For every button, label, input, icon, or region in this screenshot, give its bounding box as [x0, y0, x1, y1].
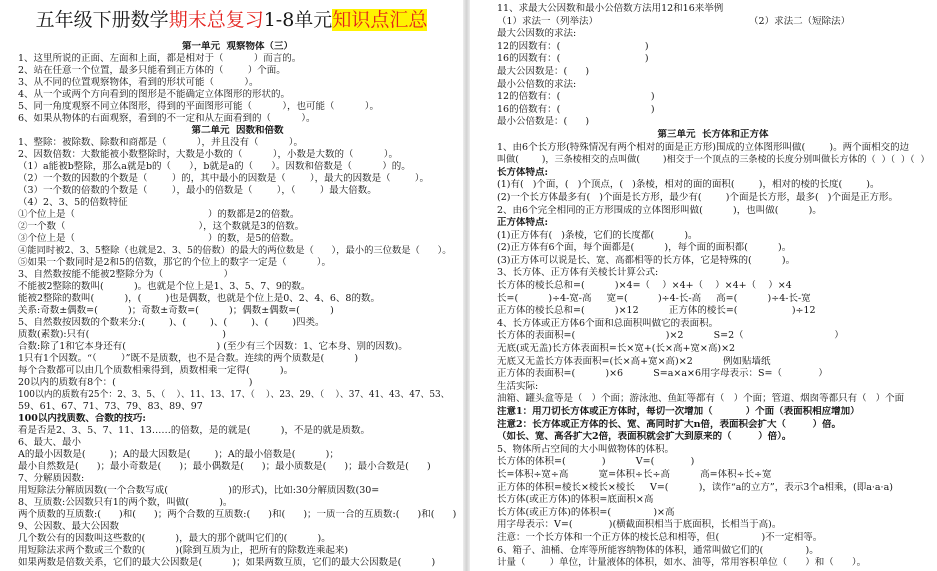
text-line: 20以内的质数有8个：( )	[18, 377, 253, 388]
text-line: （1）a能被b整除，那么a就是b的（ ），b就是a的（ ）。因数和倍数是（ ）的。	[18, 161, 411, 172]
page-left	[0, 0, 463, 571]
text-line: 1、整除：被除数、除数和商都是（ ），并且没有（ ）。	[18, 137, 303, 148]
text-line: (3)正方体可以说是长、宽、高都相等的长方体，它是特殊的( )。	[497, 254, 796, 266]
text-line: 两个质数的互质数:( )和( )；两个合数的互质数:( )和( )；一质一合的互质数:( )和( )	[18, 509, 457, 520]
text-line: 看是否是2、3、5、7、11、13……的倍数，是的就是( )，不是的就是质数。	[18, 425, 370, 436]
document-title	[0, 6, 463, 41]
text-line: 5、物体所占空间的大小叫做物体的体积。	[497, 443, 675, 455]
text-line: （4）2、3、5的倍数特征	[18, 197, 128, 208]
title-segment: 1-8单元	[263, 9, 333, 31]
text-line: (2)一个长方体最多有( )个面是长方形，最少有( )个面是长方形，最多( )个面是正方形。	[497, 191, 898, 203]
text-line: 正方体的体积=棱长×棱长×棱长 V=( )，读作“a的立方”，表示3个a相乘，(即a·a·a)	[497, 481, 893, 493]
title-segment: 知识点汇总	[332, 9, 428, 31]
text-line: 长方体的表面积=( )×2 S=2（ ）	[497, 330, 844, 342]
text-line: 6、最大、最小	[18, 437, 82, 448]
text-line: 关系:奇数±偶数=( )；奇数±奇数=( )；偶数±偶数=( )	[18, 305, 334, 316]
text-line: 叫做( )，三条棱相交的点叫做( )相交于一个顶点的三条棱的长度分别叫做长方体的（ ）（ ）（ ）	[497, 155, 929, 166]
text-line: 长方体(或正方体)的体积=底面积×高	[497, 494, 654, 506]
text-line: ①个位上是（ ）的数都是2的倍数。	[18, 209, 300, 220]
text-line: 最小公倍数是：( )	[497, 116, 590, 128]
text-line: 9、公因数、最大公因数	[18, 521, 120, 532]
page-right	[470, 0, 937, 571]
page-divider	[463, 0, 470, 571]
text-line: 无底又无盖长方体表面积=(长×高+宽×高)×2 例如贴墙纸	[497, 355, 771, 367]
text-line: 5、自然数按因数的个数来分:( )、( )、( )、( )四类。	[18, 317, 325, 328]
text-line: 3、从不同的位置观察物体，看到的形状可能（ ）。	[18, 77, 259, 88]
text-line: 6、如果从物体的右面观察，看到的不一定和从左面看到的（ ）。	[18, 113, 316, 124]
text-line: 正方体的表面积=( )×6 S=a×a×6用字母表示：S=（ ）	[497, 368, 828, 380]
page-right-content	[470, 0, 937, 570]
text-line: 2、由6个完全相同的正方形围成的立体图形叫做( )，也叫做( )。	[497, 204, 822, 216]
text-line: 7、分解质因数:	[18, 473, 85, 484]
text-line: ③个位上是（ ）的数，是5的倍数。	[18, 233, 300, 244]
text-line: 1只有1个因数。“（ ）”既不是质数，也不是合数。连续的两个质数是( )	[18, 353, 359, 364]
text-line: 能被2整除的数叫( )，( )也是偶数，也就是个位上是0、2、4、6、8的数。	[18, 293, 380, 304]
text-line: 最大公因数是：( )	[497, 65, 590, 77]
emphasis-line: 注意1：用刀切长方体或正方体时，每切一次增加（ ）个面（表面积相应增加）	[497, 406, 860, 417]
text-line: （3）一个数的倍数的个数是（ ），最小的倍数是（ ），（ ）最大倍数。	[18, 185, 377, 196]
text-line: 长=( )÷4-宽-高 宽=( )÷4-长-高 高=( )÷4-长-宽	[497, 292, 811, 304]
text-line: 正方体的棱长总和=( )×12 正方体的棱长=( )÷12	[497, 305, 816, 317]
text-line: （1）求法一（列举法） （2）求法二（短除法）	[497, 15, 851, 27]
text-line: 16的因数有：( )	[497, 53, 649, 65]
text-line: 12的因数有：( )	[497, 40, 649, 52]
emphasis-line: 正方体特点:	[497, 217, 549, 229]
text-line: 最小自然数是( )；最小奇数是( )；最小偶数是( )；最小质数是( )；最小合数是( )	[18, 461, 431, 472]
section-heading: 第一单元 观察物体（三）	[181, 41, 294, 52]
text-line: 100以内的质数有25个：2、3、5、（ ）、11、13、17、（ ）、23、29、（ ）、37、41、43、47、53、	[18, 390, 450, 400]
text-line: 油箱、罐头盒等是（ ）个面；游泳池、鱼缸等都有（ ）个面；管道、烟囱等都只有（ ）个面	[497, 393, 905, 405]
text-line: ④能同时被2、3、5整除（也就是2、3、5的倍数）的最大的两位数是（ ），最小的三位数是（ ）。	[18, 245, 452, 256]
text-line: 长方体(或正方体)的体积=( )×高	[497, 506, 675, 518]
text-line: 4、从一个或两个方向看到的图形是不能确定立体图形的形状的。	[18, 89, 291, 100]
text-line: 2、因数倍数：大数能被小数整除时，大数是小数的（ ），小数是大数的（ ）。	[18, 149, 398, 160]
text-line: 长方体的体积=( ) V=( )	[497, 456, 695, 468]
text-line: 5、同一角度观察不同立体图形，得到的平面图形可能（ ），也可能（ ）。	[18, 101, 379, 112]
text-line: 最大公因数的求法:	[497, 28, 577, 40]
text-line: 2、站在任意一个位置，最多只能看到正方体的（ ）个面。	[18, 65, 286, 76]
section-heading: 第三单元 长方体和正方体	[657, 128, 769, 140]
section-heading: 第二单元 因数和倍数	[191, 125, 284, 136]
text-line: 最小公倍数的求法:	[497, 78, 577, 90]
emphasis-line: 长方体特点:	[497, 166, 549, 178]
text-line: 计量（ ）单位，计量液体的体积，如水、油等，常用容积单位（ ）和（ ）。	[497, 557, 867, 569]
text-line: 长=体积÷宽÷高 宽=体积÷长÷高 高=体积÷长÷宽	[497, 468, 772, 480]
text-line: 59、61、67、71、73、79、83、89、97	[18, 401, 203, 412]
text-line: 质数(素数):只有( )	[18, 329, 226, 340]
text-line: (1)有( )个面，( )个顶点，( )条棱，相对的面的面积( )，相对的棱的长度( )。	[497, 179, 880, 191]
text-line: A的最小因数是( )；A的最大因数是( )；A的最小倍数是( )；	[18, 449, 339, 460]
text-line: 用字母表示：V=( )(横截面积相当于底面积，长相当于高)。	[497, 519, 782, 531]
title-segment: 五年级下册数学	[35, 9, 169, 31]
text-line: 生活实际:	[497, 380, 539, 392]
text-line: 如果两数是倍数关系，它们的最大公因数是( )；如果两数互质，它们的最大公因数是( )	[18, 557, 436, 568]
text-line: 无底(或无盖)长方体表面积=长×宽+(长×高+宽×高)×2	[497, 343, 736, 355]
text-line: 用短除法分解质因数(一个合数写成( )的形式)，比如:30分解质因数(30=	[18, 485, 380, 496]
text-line: 长方体的棱长总和=( )×4=（ ）×4+（ ）×4+（ ）×4	[497, 280, 792, 292]
text-line: （2）一个数的因数的个数是（ ）的，其中最小的因数是（ ），最大的因数是（ ）。	[18, 173, 430, 184]
text-line: 8、互质数:公因数只有1的两个数，叫做( )。	[18, 497, 233, 508]
text-line: ⑤如果一个数同时是2和5的倍数，那它的个位上的数字一定是（ ）。	[18, 257, 332, 268]
text-line: 1、这里所说的正面、左面和上面，都是相对于（ ）而言的。	[18, 53, 302, 64]
text-line: 几个数公有的因数叫这些数的( )，最大的那个就叫它们的( )。	[18, 533, 331, 544]
text-line: 11、求最大公因数和最小公倍数方法用12和16来举例	[497, 3, 724, 14]
text-line: ②一个数（ ），这个数就是3的倍数。	[18, 221, 305, 232]
text-line: 1、由6个长方形(特殊情况有两个相对的面是正方形)围成的立体图形叫做( )。两个面相交的边	[497, 141, 910, 153]
text-line: (1)正方体有( )条棱，它们的长度都( )。	[497, 229, 698, 241]
text-line: 用短除法求两个数或三个数的( )(除到互质为止，把所有的除数连乘起来)	[18, 545, 349, 556]
title-segment: 期末总复习	[168, 9, 264, 31]
text-line: 3、长方体、正方体有关棱长计算公式:	[497, 267, 659, 279]
text-line: 3、自然数按能不能被2整除分为（ ）	[18, 269, 233, 280]
text-line: 6、箱子、油桶、仓库等所能容纳物体的体积，通常叫做它们的( )。	[497, 544, 819, 556]
text-line: 合数:除了1和它本身还有( ) (至少有三个因数：1、它本身、别的因数)。	[18, 341, 408, 352]
text-line: 12的倍数有：( )	[497, 91, 655, 103]
text-line: 注意：一个长方体和一个正方体的棱长总和相等，但( )不一定相等。	[497, 531, 823, 543]
text-line: 每个合数都可以由几个质数相乘得到，质数相乘一定得( )。	[18, 365, 294, 376]
emphasis-line: 100以内找质数、合数的技巧:	[18, 413, 146, 424]
page-left-content	[0, 41, 463, 569]
text-line: 16的倍数有：( )	[497, 103, 655, 115]
text-line: 4、长方体或正方体6个面和总面积叫做它的表面积。	[497, 317, 719, 329]
text-line: (2)正方体有6个面，每个面都是( )，每个面的面积都( )。	[497, 242, 792, 254]
emphasis-line: （如长、宽、高各扩大2倍，表面积就会扩大到原来的（ ）倍）。	[497, 431, 792, 443]
emphasis-line: 注意2：长方体或正方体的长、宽、高同时扩大n倍，表面积会扩大（ ）倍。	[497, 418, 841, 430]
text-line: 不能被2整除的数叫( )。也就是个位上是1、3、5、7、9的数。	[18, 281, 311, 292]
